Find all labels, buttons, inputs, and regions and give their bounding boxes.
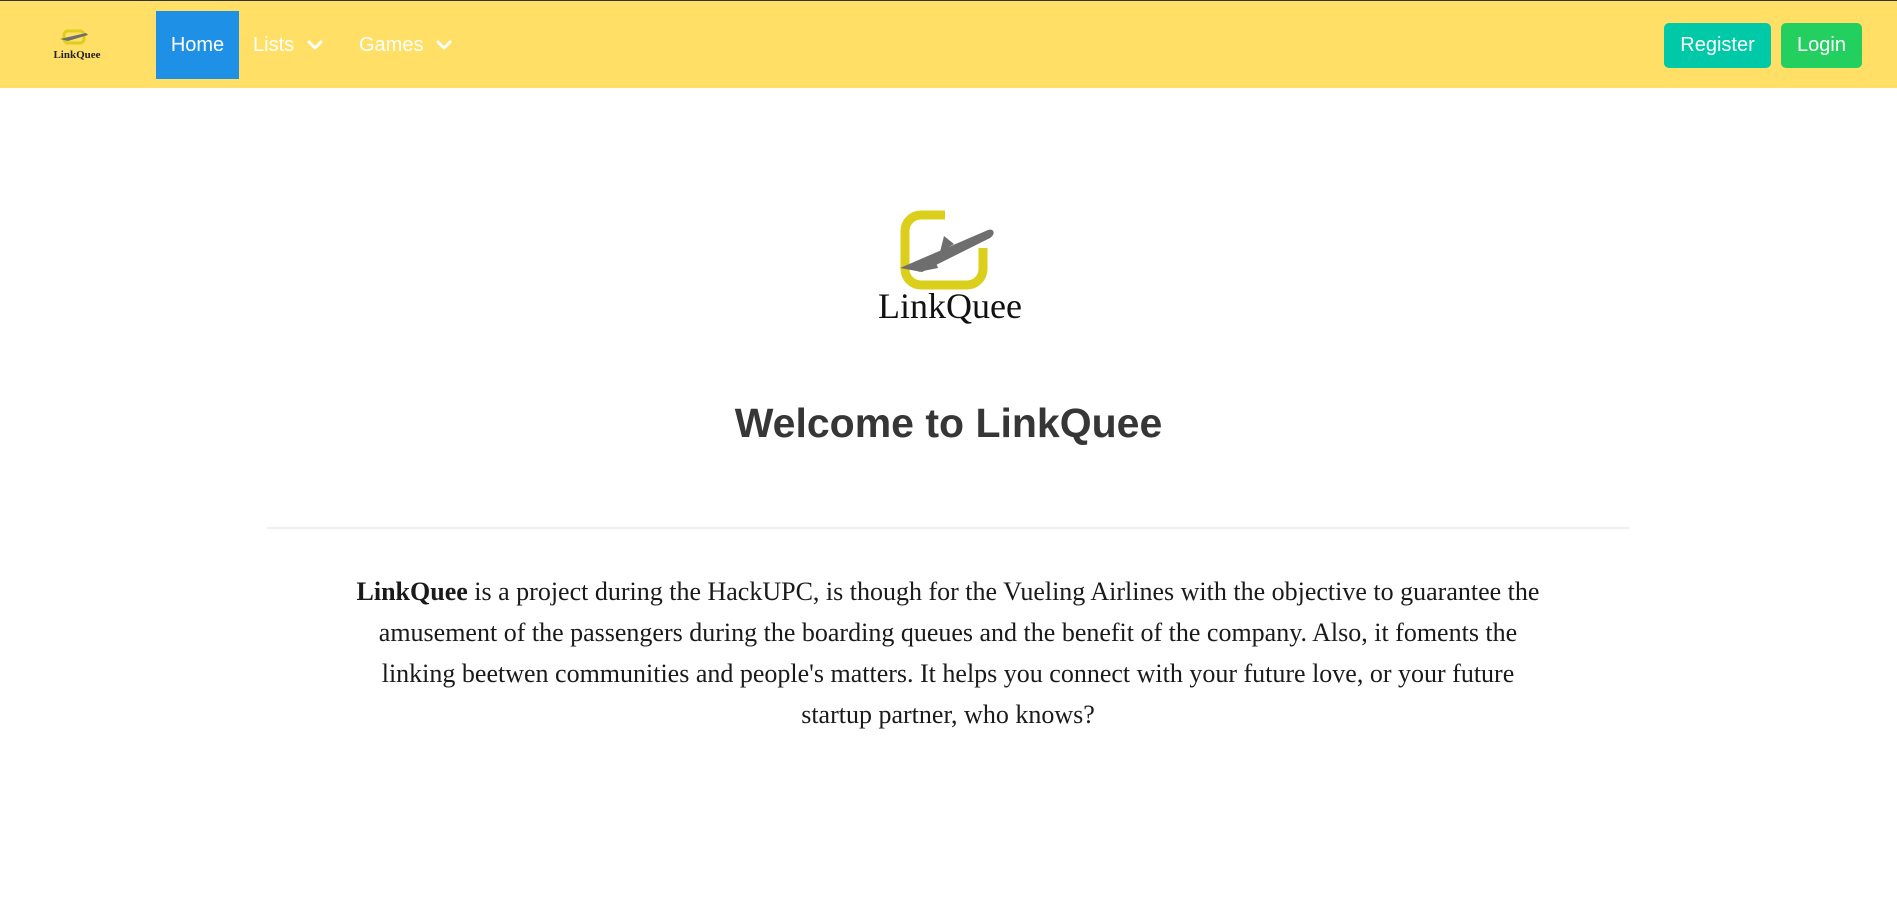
nav-logo-text: LinkQuee xyxy=(53,49,101,61)
project-description xyxy=(348,571,1548,735)
nav-lists-dropdown[interactable] xyxy=(253,11,324,79)
description-brand-name: LinkQuee xyxy=(356,577,468,606)
nav-games-dropdown[interactable] xyxy=(359,11,453,79)
chevron-down-icon xyxy=(435,36,453,54)
page-title: Welcome to LinkQuee xyxy=(734,400,1163,446)
nav-games-label: Games xyxy=(359,33,424,56)
hero-logo-text: LinkQuee xyxy=(878,286,1022,326)
nav-home[interactable] xyxy=(156,11,239,79)
login-button[interactable]: Login xyxy=(1781,23,1862,68)
chevron-down-icon xyxy=(306,36,324,54)
nav-home-label: Home xyxy=(170,33,225,56)
navbar xyxy=(0,0,1897,88)
nav-logo-icon[interactable] xyxy=(34,29,120,63)
divider xyxy=(267,527,1630,529)
hero-logo-icon xyxy=(860,200,1040,330)
nav-lists-label: Lists xyxy=(253,33,295,56)
description-text: is a project during the HackUPC, is though for the Vueling Airlines with the objective to guarantee the amusement of the passengers during the boarding queues and the benefit of the company. Also, it foments the linking beetwen communities and people's matters. It helps you connect with your future love, or your future startup partner, who knows? xyxy=(378,577,1540,729)
register-button[interactable]: Register xyxy=(1664,23,1771,68)
